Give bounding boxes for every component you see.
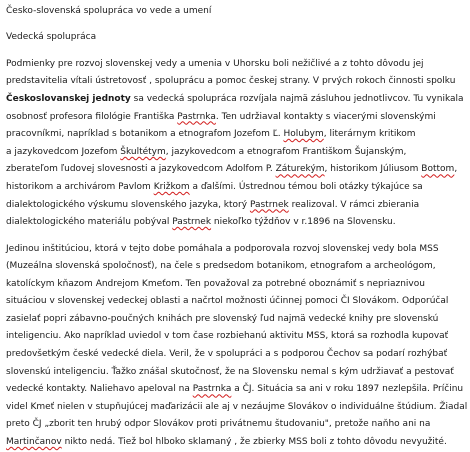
text-segment: Jedinou inštitúciou, ktorá v tejto dobe pomáhala a podporovala rozvoj slovenskej vedy bola MSS bbox=[6, 243, 439, 254]
text-segment: a ďalšími. Ústrednou témou boli otázky týkajúce sa bbox=[189, 181, 423, 192]
spellcheck-flagged-word: Pastrnka bbox=[177, 111, 216, 122]
text-segment: situáciou v slovenskej vedeckej oblasti a načrtol možnosti účinnej pomoci ČI Slovákom. Odporúčal bbox=[6, 296, 449, 307]
text-line bbox=[6, 293, 466, 311]
text-segment: zasielať popri zábavno-poučných knihách pre slovenský ľud najmä vedecké knihy pre slovenskú bbox=[6, 313, 439, 324]
text-segment: predstavitelia vítali ústretovosť , spoluprácu a pomoc českej strany. V prvých rokoch činnosti spolku bbox=[6, 76, 456, 87]
text-segment: vedecké kontakty. Naliehavo apeloval na bbox=[6, 384, 193, 395]
text-segment: , literárnym kritikom bbox=[323, 129, 416, 140]
text-line bbox=[6, 3, 466, 21]
text-segment: videl Kmeť nielen v stupňujúcej maďarizácii ale aj v nezáujme Slovákov o individuálne štúdium. Žiadal bbox=[6, 401, 468, 412]
paragraph-gap bbox=[6, 232, 466, 241]
text-line bbox=[6, 399, 466, 417]
text-segment: Podmienky pre rozvoj slovenskej vedy a umenia v Uhorsku boli nežičlivé a z tohto dôvodu jej bbox=[6, 58, 424, 69]
spellcheck-flagged-word: Holubym bbox=[283, 129, 324, 140]
text-line bbox=[6, 364, 466, 382]
text-segment: , jazykovedcom a etnografom Františkom Šujanským, bbox=[165, 146, 407, 157]
document-body bbox=[6, 3, 466, 452]
spellcheck-flagged-word: Pastrnek bbox=[249, 199, 289, 210]
text-line bbox=[6, 434, 466, 452]
spellcheck-flagged-word: Záturekým bbox=[275, 164, 325, 175]
text-line bbox=[6, 56, 466, 74]
spellcheck-flagged-word: Križkom bbox=[153, 181, 190, 192]
text-segment: niekoľko týždňov v r.1896 na Slovensku. bbox=[211, 217, 396, 228]
text-line bbox=[6, 197, 466, 215]
text-segment: realizoval. V rámci zbierania bbox=[288, 199, 420, 210]
paragraph-gap bbox=[6, 21, 466, 30]
text-segment: (Muzeálna slovenská spoločnosť), na čele s predsedom botanikom, etnografom a archeológom, bbox=[6, 261, 436, 272]
text-line bbox=[6, 276, 466, 294]
text-segment: preto ČJ „zborit ten hrubý odpor Slovákov proti privátnemu študovaniu", pretože naňho ani na bbox=[6, 419, 431, 430]
text-segment: slovenskú inteligenciu. Ťažko znášal skutočnosť, že na Slovensku nemal s kým udržiavať a pestovať bbox=[6, 366, 454, 377]
text-line bbox=[6, 346, 466, 364]
spellcheck-flagged-word: Martinčanov bbox=[6, 437, 62, 448]
text-segment: pracovníkmi, napríklad s botanikom a etnografom Jozefom Ľ. bbox=[6, 129, 284, 140]
spellcheck-flagged-word: Bottom bbox=[421, 164, 455, 175]
text-segment: , bbox=[454, 164, 458, 175]
text-line bbox=[6, 214, 466, 232]
text-line bbox=[6, 311, 466, 329]
text-line bbox=[6, 179, 466, 197]
text-segment: nikto nedá. Tiež bol hlboko sklamaný , že zbierky MSS boli z tohto dôvodu nevyužité. bbox=[61, 437, 447, 448]
text-line bbox=[6, 241, 466, 259]
text-segment: predovšetkým české vedecké diela. Veril, že v spolupráci a s podporou Čechov sa podarí rozhýbať bbox=[6, 349, 448, 360]
text-segment: historikom a archivárom Pavlom bbox=[6, 181, 154, 192]
text-line bbox=[6, 29, 466, 47]
text-line bbox=[6, 328, 466, 346]
text-line bbox=[6, 91, 466, 109]
text-segment: sa vedecká spolupráca rozvíjala najmä zásluhou jednotlivcov. Tu vynikala bbox=[130, 93, 464, 104]
paragraph-gap bbox=[6, 47, 466, 56]
text-segment: dialektologického materiálu pobýval bbox=[6, 217, 173, 228]
text-segment: inteligenciu. Ako napríklad uviedol v tom čase rozbiehanú aktivitu MSS, ktorá sa rozhodla kupovať bbox=[6, 331, 449, 342]
text-segment: . Ten udržiaval kontakty s viacerými slovenskými bbox=[215, 111, 436, 122]
text-line bbox=[6, 161, 466, 179]
spellcheck-flagged-word: Pastrnek bbox=[172, 217, 212, 228]
text-segment: a ČJ. Situácia sa ani v roku 1897 nezlepšila. Príčinu bbox=[231, 384, 464, 395]
text-line bbox=[6, 73, 466, 91]
text-line bbox=[6, 109, 466, 127]
text-segment: katolíckym kňazom Andrejom Kmeťom. Ten považoval za potrebné oboznámiť s nepriaznivou bbox=[6, 278, 425, 289]
text-segment: , historikom Júliusom bbox=[324, 164, 422, 175]
spellcheck-flagged-word: Škultétym bbox=[120, 146, 166, 157]
text-line bbox=[6, 416, 466, 434]
text-segment: a jazykovedcom Jozefom bbox=[6, 146, 121, 157]
text-line bbox=[6, 381, 466, 399]
bold-text: Českoslovanskej jednoty bbox=[6, 93, 131, 104]
text-segment: Česko-slovenská spolupráca vo vede a umení bbox=[6, 6, 212, 16]
spellcheck-flagged-word: Pastrnka bbox=[192, 384, 232, 395]
text-segment: Vedecká spolupráca bbox=[6, 32, 97, 43]
text-segment: osobnosť profesora filológie Františka bbox=[6, 111, 178, 122]
text-segment: zberateľom ľudovej slovesnosti a jazykovedcom Adolfom P. bbox=[6, 164, 276, 175]
text-line bbox=[6, 258, 466, 276]
text-line bbox=[6, 144, 466, 162]
text-segment: dialektologického výskumu slovenského jazyka, ktorý bbox=[6, 199, 250, 210]
text-line bbox=[6, 126, 466, 144]
